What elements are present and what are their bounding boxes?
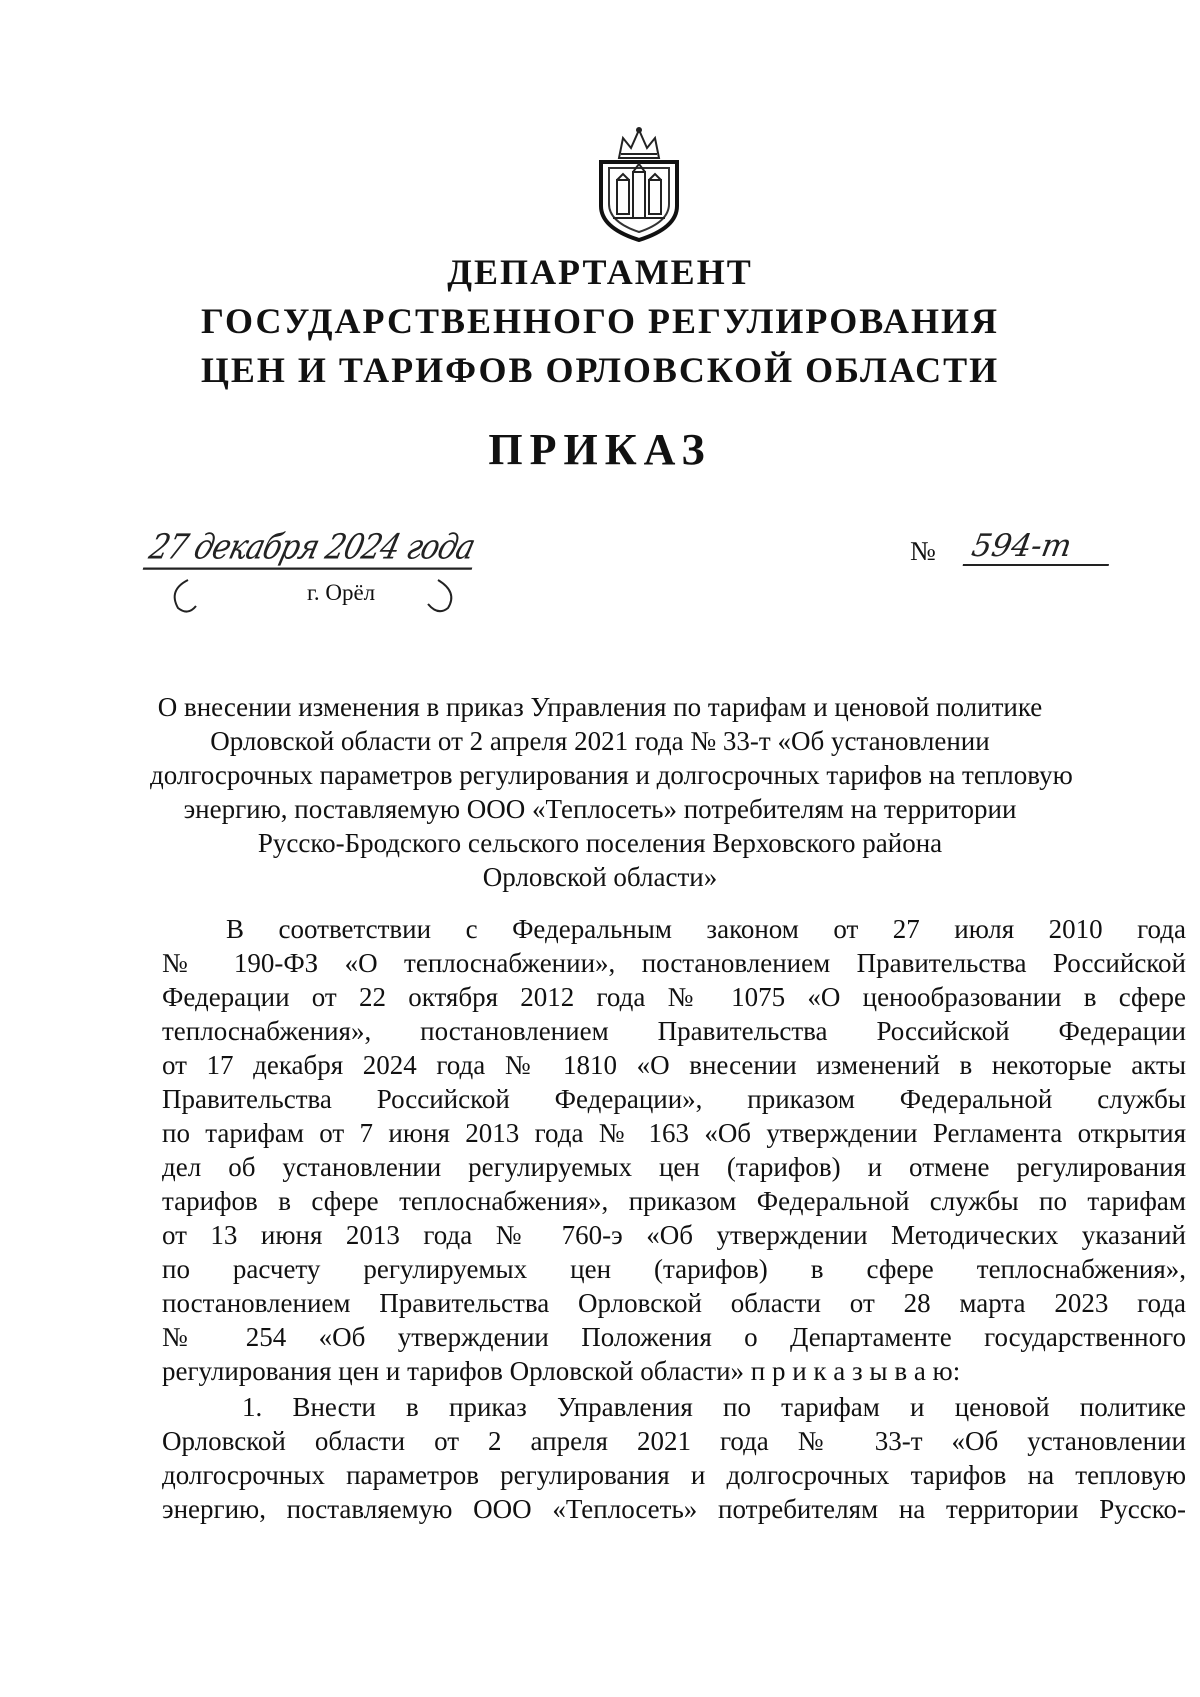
paragraph-line: регулирования цен и тарифов Орловской области» п р и к а з ы в а ю: [162, 1356, 961, 1386]
paragraph-line: от 17 декабря 2024 года № 1810 «О внесении изменений в некоторые акты [162, 1050, 1186, 1080]
paragraph-line: тарифов в сфере теплоснабжения», приказом Федеральной службы по тарифам [162, 1186, 1186, 1216]
title-line: Русско-Бродского сельского поселения Верховского района [257, 828, 943, 858]
paragraph-line: № 254 «Об утверждении Положения о Департаменте государственного [162, 1322, 1186, 1352]
title-line: энергию, поставляемую ООО «Теплосеть» потребителям на территории [183, 794, 1017, 824]
title-line: Орловской области» [482, 862, 718, 892]
handwritten-date: 27 декабря 2024 года [143, 527, 483, 570]
paragraph-line: дел об установлении регулируемых цен (тарифов) и отмене регулирования [162, 1152, 1186, 1182]
paragraph-line: В соответствии с Федеральным законом от 27 июля 2010 года [226, 914, 1186, 944]
clause-1-paragraph [162, 1390, 1186, 1526]
department-line-3: ЦЕН И ТАРИФОВ ОРЛОВСКОЙ ОБЛАСТИ [200, 350, 1000, 390]
title-line: О внесении изменения в приказ Управления по тарифам и ценовой политике [157, 692, 1043, 722]
order-title [150, 690, 1073, 894]
paragraph-line: от 13 июня 2013 года № 760-э «Об утверждении Методических указаний [162, 1220, 1186, 1250]
title-line: долгосрочных параметров регулирования и долгосрочных тарифов на тепловую [150, 760, 1073, 790]
department-name [150, 248, 1050, 395]
department-line-1: ДЕПАРТАМЕНТ [447, 252, 753, 292]
paragraph-line: Орловской области от 2 апреля 2021 года № 33-т «Об установлении [162, 1426, 1186, 1456]
paragraph-line: Правительства Российской Федерации», приказом Федеральной службы [162, 1084, 1186, 1114]
document-type-title: ПРИКАЗ [488, 425, 712, 474]
number-sign: № [910, 536, 936, 566]
paragraph-line: постановлением Правительства Орловской области от 28 марта 2023 года [162, 1288, 1186, 1318]
title-line: Орловской области от 2 апреля 2021 года № 33-т «Об установлении [210, 726, 990, 756]
paragraph-line: по тарифам от 7 июня 2013 года № 163 «Об утверждении Регламента открытия [162, 1118, 1186, 1148]
preamble-paragraph [162, 912, 1186, 1388]
handwritten-order-number: 594-т [963, 528, 1116, 566]
city-label: г. Орёл [307, 580, 376, 605]
paragraph-line: энергию, поставляемую ООО «Теплосеть» потребителям на территории Русско- [162, 1494, 1186, 1524]
paragraph-line: Федерации от 22 октября 2012 года № 1075 «О ценообразовании в сфере [162, 982, 1186, 1012]
paragraph-line: по расчету регулируемых цен (тарифов) в сфере теплоснабжения», [162, 1254, 1186, 1284]
paragraph-line: № 190-ФЗ «О теплоснабжении», постановлением Правительства Российской [162, 948, 1186, 978]
paragraph-line: долгосрочных параметров регулирования и долгосрочных тарифов на тепловую [162, 1460, 1186, 1490]
paragraph-line: 1. Внести в приказ Управления по тарифам и ценовой политике [242, 1392, 1186, 1422]
department-line-2: ГОСУДАРСТВЕННОГО РЕГУЛИРОВАНИЯ [201, 301, 999, 341]
paragraph-line: теплоснабжения», постановлением Правительства Российской Федерации [162, 1016, 1186, 1046]
coat-of-arms-icon [593, 124, 685, 242]
